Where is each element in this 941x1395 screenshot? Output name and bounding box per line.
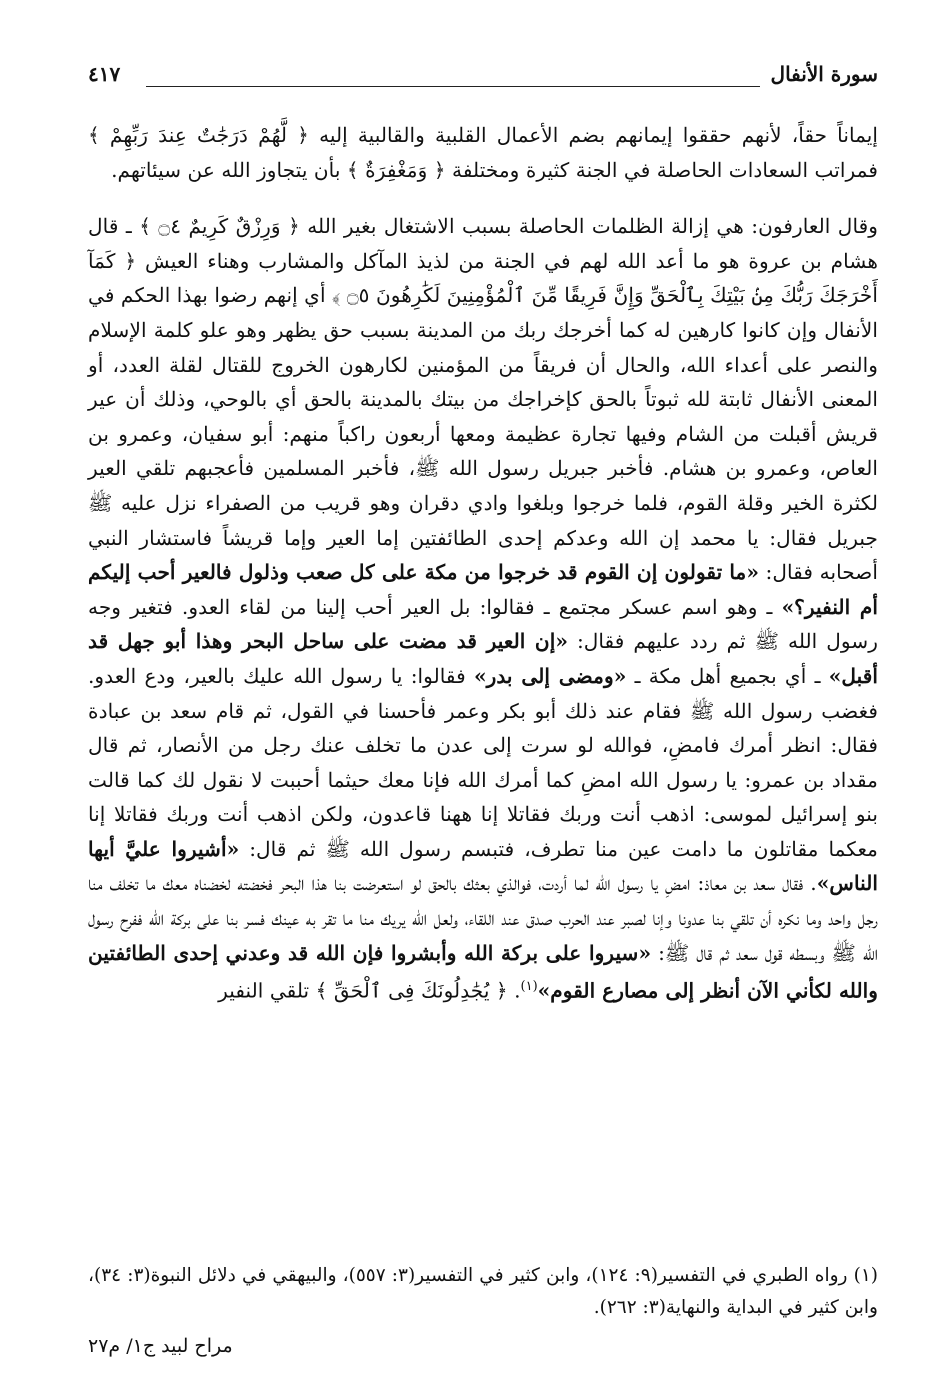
surah-title: سورة الأنفال: [770, 62, 878, 86]
text-run: ـ وهو اسم عسكر مجتمع ـ فقالوا: بل العير أحب إلينا من لقاء العدو. فتغير وجه رسول الله ﷺ ثم ردد عليهم فقال:: [88, 594, 878, 654]
paragraph: [88, 118, 878, 187]
text-run: إيماناً حقاً، لأنهم حققوا إيمانهم بضم الأعمال القلبية والقالبية إليه: [308, 123, 878, 147]
text-run: ـ أي بجميع أهل مكة ـ: [626, 663, 829, 688]
text-run: .: [507, 978, 521, 1003]
hadith-quote: «ومضى إلى بدر»: [473, 663, 627, 688]
paragraph: [88, 209, 878, 1008]
body-text: [88, 118, 878, 1009]
signature-footer: مراح لبيد ج١/ م٢٧: [88, 1335, 233, 1357]
hadith-quote: «ما تقولون إن القوم قد خرجوا من مكة على كل صعب وذلول فالعير أحب إليكم أم النفير؟»: [88, 560, 878, 619]
footnotes: [88, 1260, 878, 1324]
page-header: [88, 62, 878, 94]
text-run: . فقال سعد بن معاذ: امضِ يا رسول الله لما أردت، فوالذي بعثك بالحق لو استعرضت بنا هذا البحر فخضته لخضناه معك ما تخلف منا رجل واحد وما نكره أن تلقي بنا عدونا وإنا لصبر عند الحرب صدق عند اللقاء، ولعل الله يريك منا ما تقر به عينك فسر بنا على بركة الله ففرح رسول الله ﷺ وبسطه قول سعد ثم قال ﷺ:: [88, 871, 878, 965]
quran-verse: ﴿ يُجَٰدِلُونَكَ فِى ٱلْحَقِّ ﴾: [315, 978, 508, 1003]
quran-verse: ﴿ لَّهُمْ دَرَجَٰتٌ عِندَ رَبِّهِمْ ﴾: [88, 123, 309, 147]
text-run: أي إنهم رضوا بهذا الحكم في الأنفال وإن كانوا كارهين له كما أخرجك ربك من المدينة بسبب حق يظهر وهو علو كلمة الإسلام والنصر على أعداء الله، والحال أن فريقاً من المؤمنين لكارهون الخروج للقتال لقلة العدد، أو المعنى الأنفال ثابتة لله ثبوتاً بالحق كإخراجك من بيتك بالمدينة بالحق أي بالوحي، وذلك أن عير قريش أقبلت من الشام وفيها تجارة عظيمة ومعها أربعون راكباً منهم: أبو سفيان، وعمرو بن العاص، وعمرو بن هشام. فأخبر جبريل رسول الله ﷺ، فأخبر المسلمين فأعجبهم تلقي العير لكثرة الخير وقلة القوم، فلما خرجوا وبلغوا وادي دقران وهو قريب من الصفراء نزل عليه ﷺ جبريل فقال: يا محمد إن الله وعدكم إحدى الطائفتين إما العير وإما قريشاً فاستشار النبي أصحابه فقال:: [88, 283, 879, 585]
hadith-quote: «سيروا على بركة الله وأبشروا فإن الله قد وعدني إحدى الطائفتين والله لكأني الآن أنظر إلى مصارع القوم»: [88, 940, 878, 1003]
header-rule: [146, 86, 760, 87]
text-run: بأن يتجاوز الله عن سيئاتهم.: [111, 157, 347, 182]
text-run: ـ قال هشام بن عروة هو ما أعد الله لهم في الجنة من لذيذ المآكل والمشارب وهناء العيش: [88, 214, 878, 273]
text-run: وقال العارفون: هي إزالة الظلمات الحاصلة بسبب الاشتغال بغير الله: [299, 214, 879, 239]
text-run: فقالوا: يا رسول الله عليك بالعير، ودع العدو. فغضب رسول الله ﷺ فقام عند ذلك أبو بكر وعمر فأحسنا في القول، ثم قام سعد بن عبادة فقال: انظر أمرك فامضِ، فوالله لو سرت إلى عدن ما تخلف عنك رجل من الأنصار، ثم قال مقداد بن عمرو: يا رسول الله امضِ كما أمرك الله فإنا معك حيثما أحببت لا نقول لك كما قالت بنو إسرائيل لموسى: اذهب أنت وربك فقاتلا إنا ههنا قاعدون، ولكن اذهب أنت وربك فقاتلا إنا معكما مقاتلون ما دامت عين منا تطرف، فتبسم رسول الله ﷺ ثم قال:: [88, 663, 878, 861]
hadith-quote: «إن العير قد مضت على ساحل البحر وهذا أبو جهل قد أقبل»: [88, 629, 878, 688]
quran-verse: ﴿ وَمَغْفِرَةٌ ﴾: [346, 157, 446, 182]
page-number: ٤١٧: [88, 62, 121, 86]
footnote-1: (١) رواه الطبري في التفسير(٩: ١٢٤)، وابن كثير في التفسير(٣: ٥٥٧)، والبيهقي في دلائل النبوة(٣: ٣٤)، وابن كثير في البداية والنهاية(٣: ٢٦٢).: [88, 1265, 878, 1318]
text-run: تلقي النفير: [218, 978, 316, 1003]
quran-verse: ﴿ وَرِزْقٌ كَرِيمٌ ۝٤ ﴾: [139, 214, 300, 239]
hadith-quote: «أشيروا عليَّ أيها الناس»: [88, 836, 878, 896]
footnote-marker: (١): [520, 979, 538, 995]
text-run: فمراتب السعادات الحاصلة في الجنة كثيرة ومختلفة: [445, 157, 878, 182]
quran-verse: ﴿ كَمَآ أَخْرَجَكَ رَبُّكَ مِنۢ بَيْتِكَ بِٱلْحَقِّ وَإِنَّ فَرِيقًا مِّنَ ٱلْمُؤْمِنِينَ لَكَٰرِهُونَ ۝٥ ﴾: [88, 248, 879, 308]
